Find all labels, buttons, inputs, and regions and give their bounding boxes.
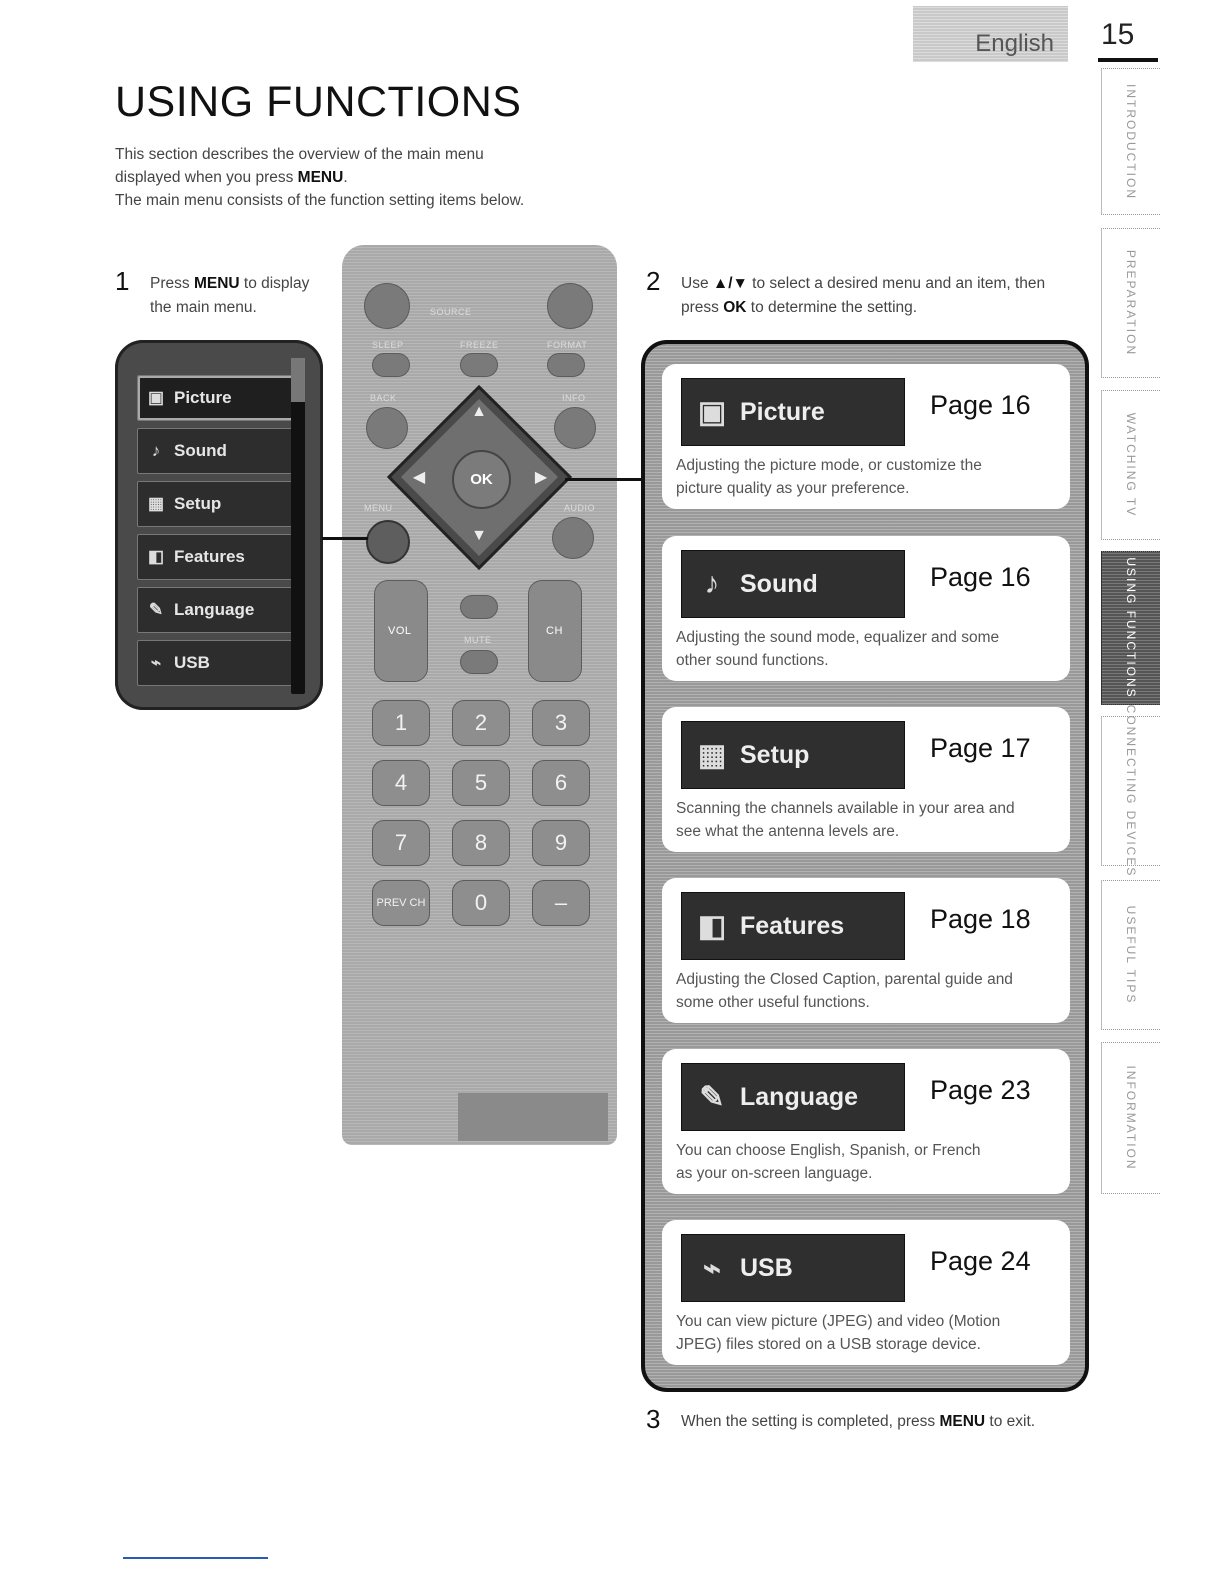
footer-link-line <box>123 1557 268 1559</box>
step-3-number: 3 <box>646 1404 661 1434</box>
key-4[interactable]: 4 <box>372 760 430 806</box>
card-description: Scanning the channels available in your area and see what the antenna levels are. <box>676 800 1015 840</box>
menu-keyword: MENU <box>297 169 344 186</box>
picture-icon: ▣ <box>147 388 165 407</box>
page-number-underline <box>1098 58 1158 62</box>
intro-line-1: This section describes the overview of the main menu <box>115 146 484 163</box>
key-7[interactable]: 7 <box>372 820 430 866</box>
ok-small-button[interactable] <box>460 595 498 619</box>
info-label: INFO <box>562 393 586 403</box>
audio-label: AUDIO <box>564 503 596 513</box>
features-icon: ◧ <box>147 547 165 566</box>
audio-button[interactable] <box>552 517 594 559</box>
remote-control <box>342 245 617 1145</box>
menu-item-setup[interactable]: ▦ Setup <box>137 481 305 527</box>
source-button[interactable] <box>547 283 593 329</box>
menu-card-language[interactable] <box>662 1049 1070 1194</box>
menu-card-sound[interactable] <box>662 536 1070 681</box>
side-tab-introduction[interactable] <box>1101 68 1160 215</box>
key-8[interactable]: 8 <box>452 820 510 866</box>
side-tab-using-functions[interactable] <box>1101 551 1160 705</box>
page-number: 15 <box>1101 18 1135 51</box>
ok-button[interactable]: OK <box>452 450 511 509</box>
page-ref: Page 23 <box>930 1075 1031 1105</box>
format-label: FORMAT <box>547 340 588 350</box>
side-tab-label: USING FUNCTIONS <box>1124 557 1138 699</box>
sound-icon: ♪ <box>704 567 720 600</box>
down-arrow-button[interactable]: ▼ <box>471 527 487 544</box>
side-tab-label: WATCHING TV <box>1124 412 1138 518</box>
language-tab[interactable] <box>913 6 1068 62</box>
intro-text <box>115 143 635 212</box>
page-title: USING FUNCTIONS <box>115 78 522 126</box>
menu-item-language[interactable]: ✎ Language <box>137 587 305 633</box>
side-tab-label: USEFUL TIPS <box>1124 905 1138 1005</box>
ok-keyword: OK <box>723 299 747 316</box>
card-description: Adjusting the picture mode, or customize the picture quality as your preference. <box>676 457 982 497</box>
step-1-text: Press MENU to display the main menu. <box>150 275 310 316</box>
remote-bottom-panel <box>458 1093 608 1141</box>
menu-card-setup[interactable] <box>662 707 1070 852</box>
sound-icon: ♪ <box>151 441 161 460</box>
prev-ch-key[interactable]: PREV CH <box>372 880 430 926</box>
step-2-text: Use ▲/▼ to select a desired menu and an item, then press OK to determine the setting. <box>681 275 1046 316</box>
page-ref: Page 17 <box>930 733 1031 763</box>
page-ref: Page 24 <box>930 1246 1031 1276</box>
card-description: Adjusting the Closed Caption, parental guide and some other useful functions. <box>676 971 1013 1011</box>
menu-scrollbar[interactable] <box>291 358 305 694</box>
mute-label: MUTE <box>464 635 492 645</box>
menu-card-usb[interactable] <box>662 1220 1070 1365</box>
key-0[interactable]: 0 <box>452 880 510 926</box>
ch-label: CH <box>546 625 563 637</box>
key-2[interactable]: 2 <box>452 700 510 746</box>
side-tab-useful-tips[interactable] <box>1101 880 1160 1030</box>
card-description: Adjusting the sound mode, equalizer and some other sound functions. <box>676 629 1000 669</box>
card-description: You can view picture (JPEG) and video (Motion JPEG) files stored on a USB storage device. <box>676 1313 1001 1353</box>
menu-label: MENU <box>364 503 393 513</box>
step-3-text: When the setting is completed, press MENU to exit. <box>681 1413 1036 1430</box>
dash-key[interactable]: – <box>532 880 590 926</box>
back-label: BACK <box>370 393 397 403</box>
menu-overview-panel <box>641 340 1089 1392</box>
menu-item-sound[interactable]: ♪ Sound <box>137 428 305 474</box>
side-tab-information[interactable] <box>1101 1042 1160 1194</box>
mute-button[interactable] <box>460 650 498 674</box>
page-ref: Page 16 <box>930 390 1031 420</box>
main-menu-preview <box>115 340 323 710</box>
freeze-button[interactable] <box>460 353 498 377</box>
up-down-arrows-icon: ▲/▼ <box>712 275 748 292</box>
side-tab-label: PREPARATION <box>1124 249 1138 357</box>
source-label: SOURCE <box>430 307 472 317</box>
connector-dpad-line <box>565 478 645 481</box>
sleep-label: SLEEP <box>372 340 404 350</box>
usb-icon: ⌁ <box>702 1251 722 1285</box>
menu-item-picture[interactable]: ▣ Picture <box>137 375 305 421</box>
intro-line-2: displayed when you press MENU. <box>115 169 348 186</box>
side-tab-preparation[interactable] <box>1101 228 1160 378</box>
up-arrow-button[interactable]: ▲ <box>471 403 487 420</box>
left-arrow-button[interactable]: ◀ <box>412 469 426 486</box>
menu-bar-sound: ♪ Sound <box>681 550 905 618</box>
menu-bar-language: ✎ Language <box>681 1063 905 1131</box>
step-2-number: 2 <box>646 266 661 296</box>
menu-keyword: MENU <box>939 1413 986 1430</box>
setup-icon: ▦ <box>697 738 727 772</box>
menu-bar-features: ◧ Features <box>681 892 905 960</box>
language-tab-label: English <box>975 30 1054 57</box>
side-tab-watching-tv[interactable] <box>1101 390 1160 540</box>
menu-bar-setup: ▦ Setup <box>681 721 905 789</box>
menu-card-picture[interactable] <box>662 364 1070 509</box>
menu-card-features[interactable] <box>662 878 1070 1023</box>
menu-bar-picture: ▣ Picture <box>681 378 905 446</box>
intro-line-3: The main menu consists of the function setting items below. <box>115 192 525 209</box>
page-ref: Page 16 <box>930 562 1031 592</box>
side-tab-label: INFORMATION <box>1124 1065 1138 1171</box>
key-1[interactable]: 1 <box>372 700 430 746</box>
key-3[interactable]: 3 <box>532 700 590 746</box>
step-1-number: 1 <box>115 266 130 296</box>
menu-scrollbar-thumb[interactable] <box>291 358 305 402</box>
page-ref: Page 18 <box>930 904 1031 934</box>
card-description: You can choose English, Spanish, or French as your on-screen language. <box>676 1142 981 1182</box>
menu-item-usb[interactable]: ⌁ USB <box>137 640 305 686</box>
vol-label: VOL <box>388 625 412 637</box>
key-5[interactable]: 5 <box>452 760 510 806</box>
menu-item-features[interactable]: ◧ Features <box>137 534 305 580</box>
side-tab-connecting-devices[interactable] <box>1101 704 1160 878</box>
picture-icon: ▣ <box>697 395 727 429</box>
language-icon: ✎ <box>148 600 164 619</box>
sleep-button[interactable] <box>372 353 410 377</box>
connector-menu-line <box>322 537 368 540</box>
format-button[interactable] <box>547 353 585 377</box>
side-tab-label: INTRODUCTION <box>1124 83 1138 200</box>
language-icon: ✎ <box>699 1080 725 1114</box>
side-tab-label: CONNECTING DEVICES <box>1124 704 1138 878</box>
usb-icon: ⌁ <box>150 653 162 672</box>
menu-bar-usb: ⌁ USB <box>681 1234 905 1302</box>
key-6[interactable]: 6 <box>532 760 590 806</box>
right-arrow-button[interactable]: ▶ <box>534 469 548 486</box>
freeze-label: FREEZE <box>460 340 499 350</box>
menu-keyword: MENU <box>193 275 240 292</box>
features-icon: ◧ <box>697 909 727 943</box>
menu-button[interactable] <box>366 520 410 564</box>
setup-icon: ▦ <box>147 494 165 513</box>
navigation-pad <box>387 385 572 570</box>
key-9[interactable]: 9 <box>532 820 590 866</box>
power-button[interactable] <box>364 283 410 329</box>
